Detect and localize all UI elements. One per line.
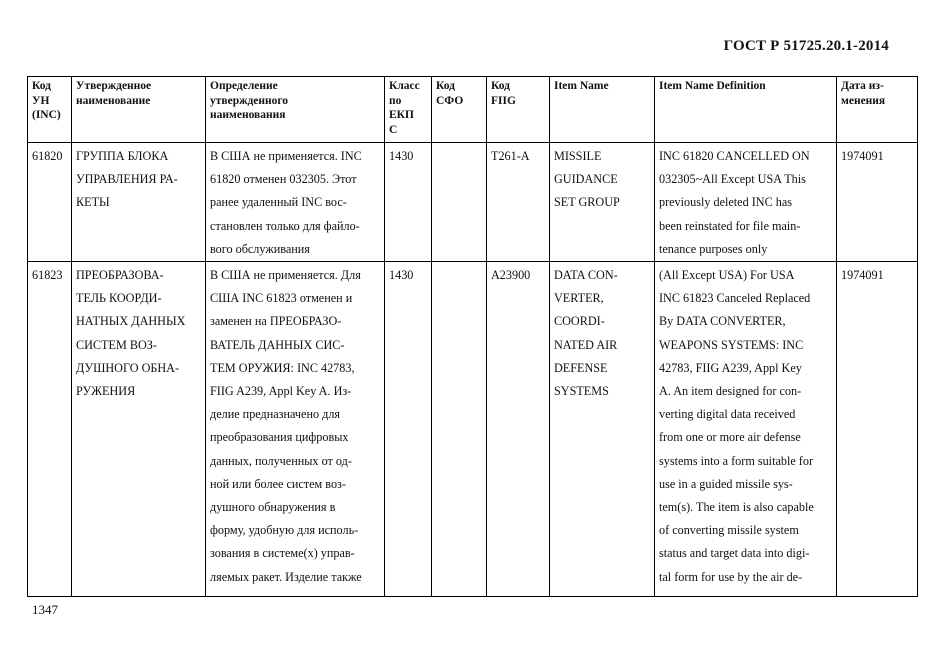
col-header-item-name	[550, 77, 655, 143]
text-line: данных, полученных от од-	[210, 453, 352, 468]
col-header-inc	[28, 77, 72, 143]
header-line: Определение	[210, 80, 278, 92]
text-line: США INC 61823 отменен и	[210, 291, 353, 306]
text-line: душного обнаружения в	[210, 500, 336, 515]
header-line: ЕКП	[389, 109, 414, 121]
text-line: systems into a form suitable for	[659, 453, 814, 468]
text-line: СИСТЕМ ВОЗ-	[76, 337, 157, 352]
text-line: DEFENSE	[554, 360, 608, 375]
col-header-sfo-code	[432, 77, 487, 143]
text-line: делие предназначено для	[210, 407, 341, 422]
header-line: Код	[32, 80, 52, 92]
text-line: ТЕМ ОРУЖИЯ: INC 42783,	[210, 360, 355, 375]
text-line: tem(s). The item is also capable	[659, 500, 814, 515]
header-line: утвержденного	[210, 94, 289, 107]
text-line: tal form for use by the air de-	[659, 569, 803, 584]
header-line: FIIG	[491, 94, 516, 107]
cell-inc: 61820	[28, 143, 72, 262]
nomenclature-table	[27, 76, 918, 597]
cell-fiig-code: T261-A	[487, 143, 550, 262]
header-line: УН	[32, 94, 50, 107]
text-line: преобразования цифровых	[210, 430, 349, 445]
header-line: Класс	[389, 80, 420, 92]
cell-fiig-code: A23900	[487, 262, 550, 597]
cell-sfo-code	[432, 143, 487, 262]
text-line: 42783, FIIG A239, Appl Key	[659, 360, 802, 375]
text-line: INC 61823 Canceled Replaced	[659, 291, 811, 306]
text-line: been reinstated for file main-	[659, 218, 801, 233]
text-line: зования в системе(х) управ-	[210, 546, 355, 561]
col-header-ekps-class	[385, 77, 432, 143]
text-line: вого обслуживания	[210, 241, 310, 256]
text-line: ляемых ракет. Изделие также	[210, 569, 362, 584]
text-line: COORDI-	[554, 314, 605, 329]
cell-change-date: 1974091	[837, 143, 918, 262]
cell-definition-ru	[206, 143, 385, 262]
text-line: ВАТЕЛЬ ДАННЫХ СИС-	[210, 337, 345, 352]
text-line: from one or more air defense	[659, 430, 801, 445]
text-line: By DATA CONVERTER,	[659, 314, 786, 329]
cell-definition-ru	[206, 262, 385, 597]
table-row	[28, 143, 918, 262]
header-line: менения	[841, 94, 886, 107]
text-line: 61820 отменен 032305. Этот	[210, 172, 357, 187]
text-line: FIIG A239, Appl Key A. Из-	[210, 384, 352, 399]
cell-sfo-code	[432, 262, 487, 597]
text-line: КЕТЫ	[76, 195, 110, 210]
header-line: наименования	[210, 109, 286, 121]
col-header-item-name-definition	[655, 77, 837, 143]
text-line: previously deleted INC has	[659, 195, 793, 210]
text-line: MISSILE	[554, 149, 602, 163]
text-line: ной или более систем воз-	[210, 476, 346, 491]
header-line: (INC)	[32, 109, 61, 121]
header-line: Код	[436, 80, 456, 92]
col-header-definition-ru	[206, 77, 385, 143]
text-line: DATA CON-	[554, 268, 618, 283]
text-line: NATED AIR	[554, 337, 618, 352]
text-line: INC 61820 CANCELLED ON	[659, 149, 810, 163]
document-title: ГОСТ Р 51725.20.1-2014	[723, 38, 889, 54]
col-header-change-date	[837, 77, 918, 143]
text-line: tenance purposes only	[659, 241, 768, 256]
table-header-row	[28, 77, 918, 143]
text-line: of converting missile system	[659, 523, 799, 538]
text-line: В США не применяется. Для	[210, 268, 361, 283]
header-line: С	[389, 123, 398, 136]
cell-approved-name	[72, 262, 206, 597]
header-line: наименование	[76, 94, 151, 107]
text-line: A. An item designed for con-	[659, 384, 802, 399]
text-line: (All Except USA) For USA	[659, 268, 795, 283]
header-line: Код	[491, 80, 511, 92]
header-line: Item Name Definition	[659, 80, 766, 92]
text-line: use in a guided missile sys-	[659, 476, 793, 491]
header-line: по	[389, 94, 402, 107]
text-line: ТЕЛЬ КООРДИ-	[76, 291, 162, 306]
text-line: форму, удобную для исполь-	[210, 523, 359, 538]
text-line: ранее удаленный INC вос-	[210, 195, 347, 210]
text-line: УПРАВЛЕНИЯ РА-	[76, 172, 178, 187]
cell-inc: 61823	[28, 262, 72, 597]
table-row	[28, 262, 918, 597]
col-header-fiig-code	[487, 77, 550, 143]
text-line: status and target data into digi-	[659, 546, 810, 561]
text-line: verting digital data received	[659, 407, 796, 422]
text-line: ГРУППА БЛОКА	[76, 149, 169, 163]
text-line: В США не применяется. INC	[210, 149, 362, 163]
text-line: 032305~All Except USA This	[659, 172, 806, 187]
cell-approved-name	[72, 143, 206, 262]
cell-definition-en	[655, 262, 837, 597]
cell-item-name	[550, 143, 655, 262]
header-line: СФО	[436, 94, 464, 107]
text-line: WEAPONS SYSTEMS: INC	[659, 337, 804, 352]
text-line: SET GROUP	[554, 195, 620, 210]
text-line: НАТНЫХ ДАННЫХ	[76, 314, 186, 329]
header-line: Утвержденное	[76, 80, 152, 92]
text-line: GUIDANCE	[554, 172, 618, 187]
cell-ekps-class: 1430	[385, 262, 432, 597]
text-line: ДУШНОГО ОБНА-	[76, 360, 180, 375]
cell-definition-en	[655, 143, 837, 262]
col-header-approved-name	[72, 77, 206, 143]
text-line: становлен только для файло-	[210, 218, 360, 233]
text-line: ПРЕОБРАЗОВА-	[76, 268, 164, 283]
cell-ekps-class: 1430	[385, 143, 432, 262]
page-number: 1347	[32, 602, 58, 617]
text-line: VERTER,	[554, 291, 604, 306]
text-line: заменен на ПРЕОБРАЗО-	[210, 314, 342, 329]
text-line: SYSTEMS	[554, 384, 609, 399]
header-line: Дата из-	[841, 80, 884, 92]
text-line: РУЖЕНИЯ	[76, 384, 136, 399]
header-line: Item Name	[554, 80, 609, 92]
cell-change-date: 1974091	[837, 262, 918, 597]
cell-item-name	[550, 262, 655, 597]
